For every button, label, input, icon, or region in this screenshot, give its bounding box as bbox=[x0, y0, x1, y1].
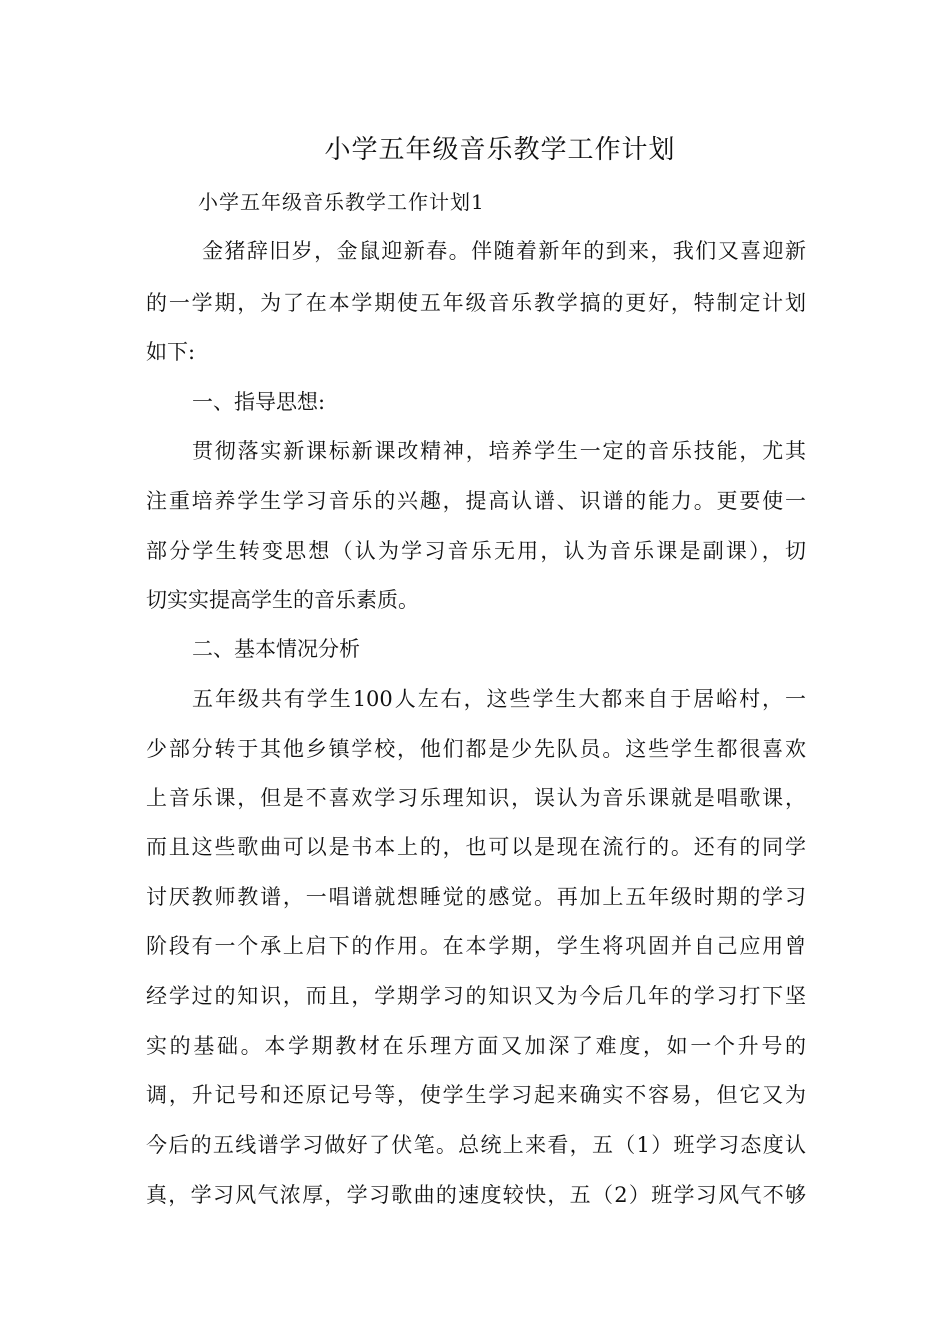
paragraph-line: 如下: bbox=[146, 340, 196, 364]
paragraph-line: 部分学生转变思想（认为学习音乐无用，认为音乐课是副课），切 bbox=[146, 539, 806, 563]
paragraph-line: 五年级共有学生100人左右，这些学生大都来自于居峪村，一 bbox=[192, 687, 806, 711]
document-title: 小学五年级音乐教学工作计划 bbox=[324, 135, 676, 165]
paragraph-line: 讨厌教师教谱，一唱谱就想睡觉的感觉。再加上五年级时期的学习 bbox=[146, 885, 806, 909]
paragraph-line: 阶段有一个承上启下的作用。在本学期，学生将巩固并自己应用曾 bbox=[146, 934, 806, 958]
paragraph-line: 真，学习风气浓厚，学习歌曲的速度较快，五（2）班学习风气不够 bbox=[146, 1183, 806, 1207]
section-heading: 一、指导思想: bbox=[192, 390, 326, 414]
paragraph-line: 实的基础。本学期教材在乐理方面又加深了难度，如一个升号的 bbox=[146, 1034, 806, 1058]
paragraph-line: 少部分转于其他乡镇学校，他们都是少先队员。这些学生都很喜欢 bbox=[146, 737, 806, 761]
paragraph-line: 的一学期，为了在本学期使五年级音乐教学搞的更好，特制定计划 bbox=[146, 291, 806, 315]
paragraph-line: 注重培养学生学习音乐的兴趣，提高认谱、识谱的能力。更要使一 bbox=[146, 489, 806, 513]
paragraph-line: 贯彻落实新课标新课改精神，培养学生一定的音乐技能，尤其 bbox=[192, 439, 806, 463]
document-subtitle: 小学五年级音乐教学工作计划1 bbox=[198, 190, 485, 214]
paragraph-line: 上音乐课，但是不喜欢学习乐理知识，误认为音乐课就是唱歌课， bbox=[146, 786, 806, 810]
paragraph-line: 今后的五线谱学习做好了伏笔。总统上来看，五（1）班学习态度认 bbox=[146, 1133, 806, 1157]
paragraph-line: 经学过的知识，而且，学期学习的知识又为今后几年的学习打下坚 bbox=[146, 984, 806, 1008]
paragraph-line: 金猪辞旧岁，金鼠迎新春。伴随着新年的到来，我们又喜迎新 bbox=[202, 239, 806, 263]
paragraph-line: 调，升记号和还原记号等，使学生学习起来确实不容易，但它又为 bbox=[146, 1083, 806, 1107]
paragraph-line: 而且这些歌曲可以是书本上的，也可以是现在流行的。还有的同学 bbox=[146, 835, 806, 859]
paragraph-line: 切实实提高学生的音乐素质。 bbox=[146, 588, 419, 612]
section-heading: 二、基本情况分析 bbox=[192, 637, 360, 661]
